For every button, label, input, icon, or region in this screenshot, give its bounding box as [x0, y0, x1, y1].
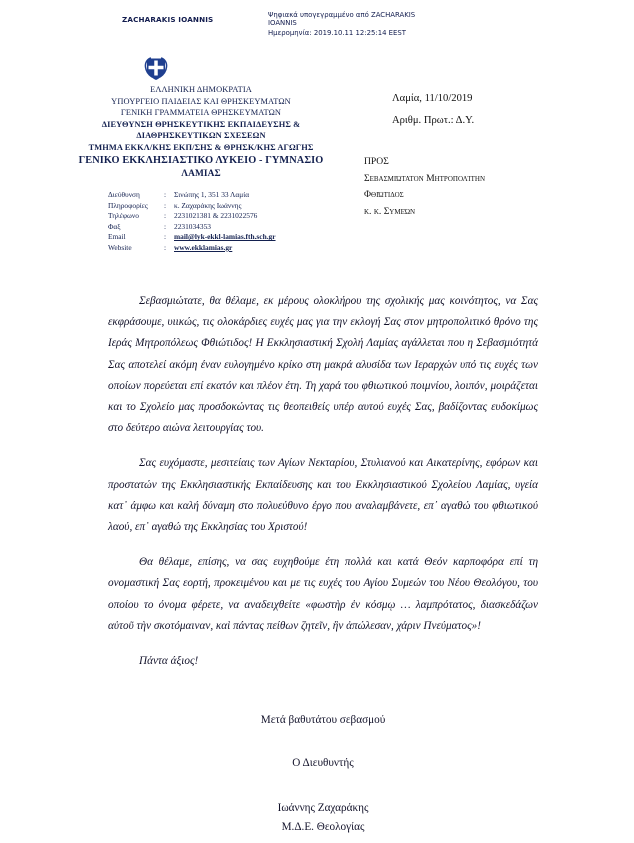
- place-and-date: Λαμία, 11/10/2019: [392, 93, 473, 104]
- closing-respect: Μετά βαθυτάτου σεβασμού: [260, 714, 386, 726]
- recipient-to-label: ΠΡΟΣ: [364, 156, 389, 167]
- contact-details: [108, 190, 276, 254]
- table-row: [108, 243, 276, 254]
- contact-label-info: Πληροφορίες: [108, 200, 148, 210]
- letterhead-line-5: ΔΙΑΘΡΗΣΚΕΥΤΙΚΩΝ ΣΧΕΣΕΩΝ: [136, 131, 266, 141]
- contact-separator: :: [164, 232, 167, 242]
- body-paragraph-1: Σεβασμιώτατε, θα θέλαμε, εκ μέρους ολοκλήρου της σχολικής μας κοινότητος, να Σας εκφράσουμε, υιικώς, τις ολοκάρδιες ευχές μας για την εκλογή Σας στον μητροπολιτικό θρόνο της Ιεράς Μητροπόλεως Φθιώτιδος! Η Εκκλησιαστική Σχολή Λαμίας αγάλλεται που η Σεβασμιότητά Σας αποτελεί ακόμη έναν ευλογημένο κρίκο στη μακρά αλυσίδα των Ιεραρχών υπό τις ευχές των οποίων πορεύεται επί εκατόν και πλέον έτη. Τη χαρά του φθιωτικού ποιμνίου, λοιπόν, μοιράζεται και το Σχολείο μας προσδοκώντας τις θεοπειθείς υπέρ αυτού ευχές Σας, βαδίζοντας ευδοκίμως στο δεύτερο αιώνα λειτουργίας του.: [108, 295, 538, 435]
- recipient-diocese: Φθιώτιδος: [364, 189, 404, 200]
- contact-label-phone: Τηλέφωνο: [108, 211, 139, 221]
- letterhead-line-6: ΤΜΗΜΑ ΕΚΚΛ/ΚΗΣ ΕΚΠ/ΣΗΣ & ΘΡΗΣΚ/ΚΗΣ ΑΓΩΓΗΣ: [88, 142, 314, 152]
- contact-separator: :: [164, 221, 167, 231]
- closing-spacer: [108, 729, 538, 755]
- digital-signature-details: [268, 11, 478, 37]
- date-and-protocol: [392, 88, 474, 132]
- contact-value-phone: 2231021381 & 2231022576: [174, 211, 258, 221]
- contact-label-address: Διεύθυνση: [108, 190, 140, 199]
- digital-signature-band: [0, 0, 634, 52]
- protocol-number: Αριθμ. Πρωτ.: Δ.Υ.: [392, 115, 475, 126]
- contact-separator: :: [164, 242, 167, 252]
- closing-role: Ο Διευθυντής: [292, 757, 354, 769]
- contact-separator: :: [164, 200, 167, 210]
- letterhead-line-3: ΓΕΝΙΚΗ ΓΡΑΜΜΑΤΕΙΑ ΘΡΗΣΚΕΥΜΑΤΩΝ: [120, 108, 282, 118]
- contact-label-website: Website: [108, 242, 132, 252]
- letter-body: [108, 291, 538, 672]
- contact-value-address: Σινώπης 1, 351 33 Λαμία: [174, 190, 250, 199]
- signer-name: ZACHARAKIS IOANNIS: [122, 15, 214, 24]
- closing-name: Ιωάννης Ζαχαράκης: [277, 802, 369, 814]
- signature-statement-line1: Ψηφιακά υπογεγραμμένο από ZACHARAKIS: [268, 11, 416, 19]
- school-title: ΓΕΝΙΚΟ ΕΚΚΛΗΣΙΑΣΤΙΚΟ ΛΥΚΕΙΟ - ΓΥΜΝΑΣΙΟ: [78, 154, 324, 166]
- website-link[interactable]: www.ekklamias.gr: [174, 242, 233, 252]
- contact-value-info: κ. Ζαχαράκης Ιωάννης: [174, 200, 242, 210]
- closing-credential: Μ.Δ.Ε. Θεολογίας: [281, 821, 365, 833]
- email-link[interactable]: mail@lyk-ekkl-lamias.fth.sch.gr: [174, 232, 276, 242]
- contact-label-email: Email: [108, 232, 126, 242]
- closing-spacer: [108, 772, 538, 799]
- recipient-title: Σεβασμιώτατον Μητροπολίτην: [364, 172, 485, 184]
- table-row: [108, 211, 276, 222]
- signature-statement-line2: IOANNIS: [268, 19, 297, 28]
- contact-table: [108, 190, 276, 254]
- coat-of-arms-icon: [141, 52, 171, 82]
- letterhead-line-2: ΥΠΟΥΡΓΕΙΟ ΠΑΙΔΕΙΑΣ ΚΑΙ ΘΡΗΣΚΕΥΜΑΤΩΝ: [111, 96, 291, 106]
- body-paragraph-4: Πάντα άξιος!: [139, 655, 199, 668]
- signature-date: Ημερομηνία: 2019.10.11 12:25:14 EEST: [268, 28, 406, 37]
- body-paragraph-3: Θα θέλαμε, επίσης, να σας ευχηθούμε έτη πολλά και κατά Θεόν καρποφόρα επί τη ονομαστική Σας εορτή, προκειμένου και με τις ευχές του Αγίου Συμεών του Νέου Θεολόγου, του οποίου το όνομα φέρετε, να αναδειχθείτε «φωστὴρ ἐν κόσμῳ … λαμπρότατος, διασκεδάζων αὐτοῦ τὴν σκοτόμαιναν, καὶ πάντας πείθων ζητεῖν, ἣν ἀπώλεσαν, χάριν Πνεύματος»!: [108, 556, 538, 632]
- letterhead-line-4: ΔΙΕΥΘΥΝΣΗ ΘΡΗΣΚΕΥΤΙΚΗΣ ΕΚΠΑΙΔΕΥΣΗΣ &: [101, 119, 301, 129]
- letterhead-line-1: ΕΛΛΗΝΙΚΗ ΔΗΜΟΚΡΑΤΙΑ: [150, 85, 252, 94]
- recipient-name: κ. κ. Συμεών: [364, 205, 416, 217]
- table-row: [108, 222, 276, 233]
- contact-separator: :: [164, 211, 167, 221]
- table-row: [108, 201, 276, 212]
- letterhead: [30, 84, 372, 181]
- contact-separator: :: [164, 190, 167, 199]
- table-row: [108, 190, 276, 201]
- table-row: [108, 232, 276, 243]
- school-city: ΛΑΜΙΑΣ: [181, 168, 221, 179]
- recipient-block: [364, 154, 485, 220]
- contact-label-fax: Φαξ: [108, 221, 121, 231]
- body-paragraph-2: Σας ευχόμαστε, μεσιτείαις των Αγίων Νεκταρίου, Στυλιανού και Αικατερίνης, εφόρων και προστατών της Εκκλησιαστικής Εκπαίδευσης και του Εκκλησιαστικού Σχολείου Λαμίας, υγεία κατ᾽ άμφω και καλή δύναμη στο πολυεύθυνο έργο που αναλαμβάνετε, επ᾽ αγαθώ του φθιωτικού λαού, επ᾽ αγαθώ της Εκκλησίας του Χριστού!: [108, 457, 538, 534]
- closing-block: [108, 712, 538, 837]
- contact-value-fax: 2231034353: [174, 221, 211, 231]
